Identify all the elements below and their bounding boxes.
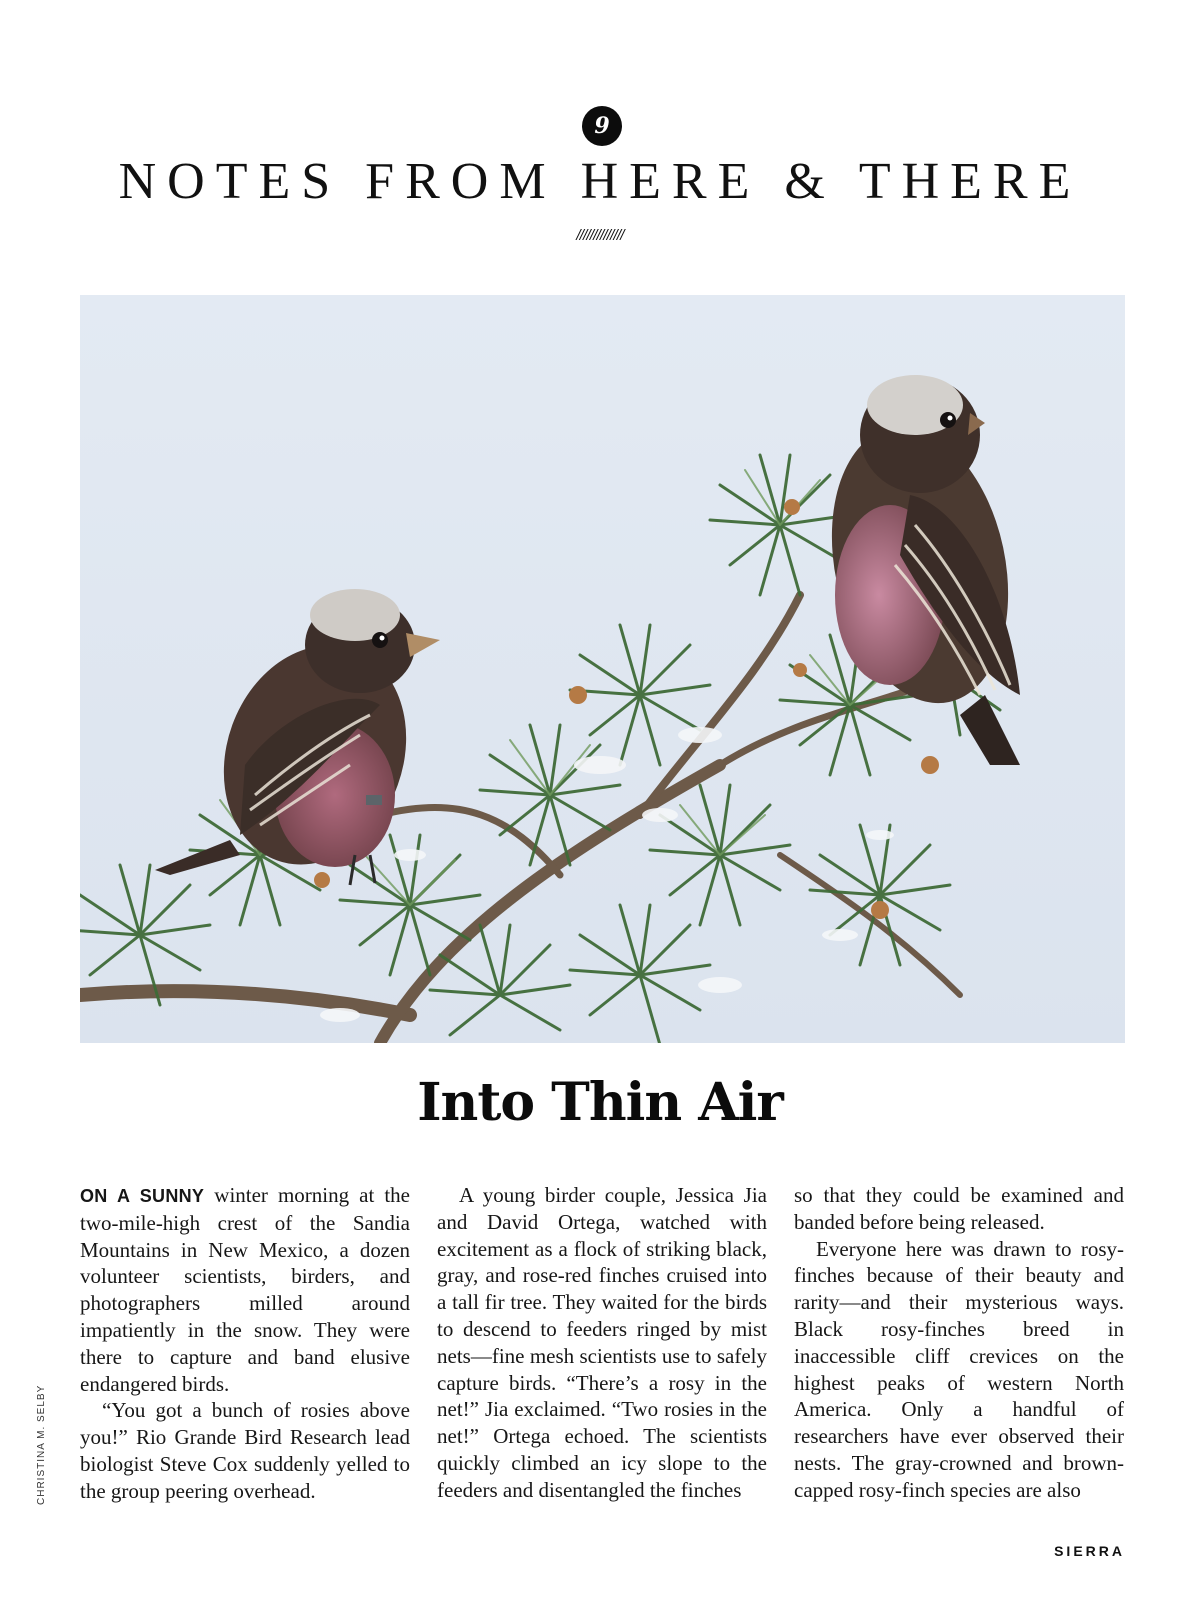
paragraph: A young birder couple, Jessica Jia and David Ortega, watched with excitement as a flock of striking black, gray, and rose-red finches cruised into a tall fir tree. They waited for the birds to descend to feeders ringed by mist nets—fine mesh scientists use to safely capture birds. “There’s a rosy in the net!” Jia exclaimed. “Two rosies in the net!” Ortega echoed. The scientists quickly climbed an icy slope to the feeders and disentangled the finches (437, 1183, 767, 1502)
article-headline: Into Thin Air (417, 1072, 783, 1133)
paragraph: Everyone here was drawn to rosy-finches because of their beauty and rarity—and their mysterious ways. Black rosy-finches breed in inaccessible cliff crevices on the highest peaks of western North America. Only a handful of researchers have ever observed their nests. The gray-crowned and brown-capped rosy-finch species are also (794, 1236, 1124, 1502)
paragraph: “You got a bunch of rosies above you!” Rio Grande Bird Research lead biologist Steve Cox suddenly yelled to the group peering overhead. (80, 1398, 410, 1503)
article-column-2 (437, 1182, 767, 1522)
photo-credit: CHRISTINA M. SELBY (36, 1384, 47, 1505)
page-number-badge: 9 (582, 106, 622, 146)
paragraph: so that they could be examined and banded before being released. (794, 1183, 1124, 1234)
article-column-3 (794, 1182, 1124, 1522)
section-divider: ////////////// (576, 228, 624, 243)
magazine-name: SIERRA (1054, 1543, 1125, 1559)
lead-in: ON A SUNNY (80, 1186, 205, 1206)
article-column-1 (80, 1182, 410, 1522)
paragraph-text: winter morning at the two-mile-high crest of the Sandia Mountains in New Mexico, a dozen volunteer scientists, birders, and photographers milled around impatiently in the snow. They were there to capture and band elusive endangered birds. (80, 1183, 410, 1396)
rosy-finches-illustration (80, 295, 1125, 1043)
section-title: NOTES FROM HERE & THERE (118, 153, 1082, 210)
feature-photo (80, 295, 1125, 1043)
paragraph (80, 1182, 410, 1397)
